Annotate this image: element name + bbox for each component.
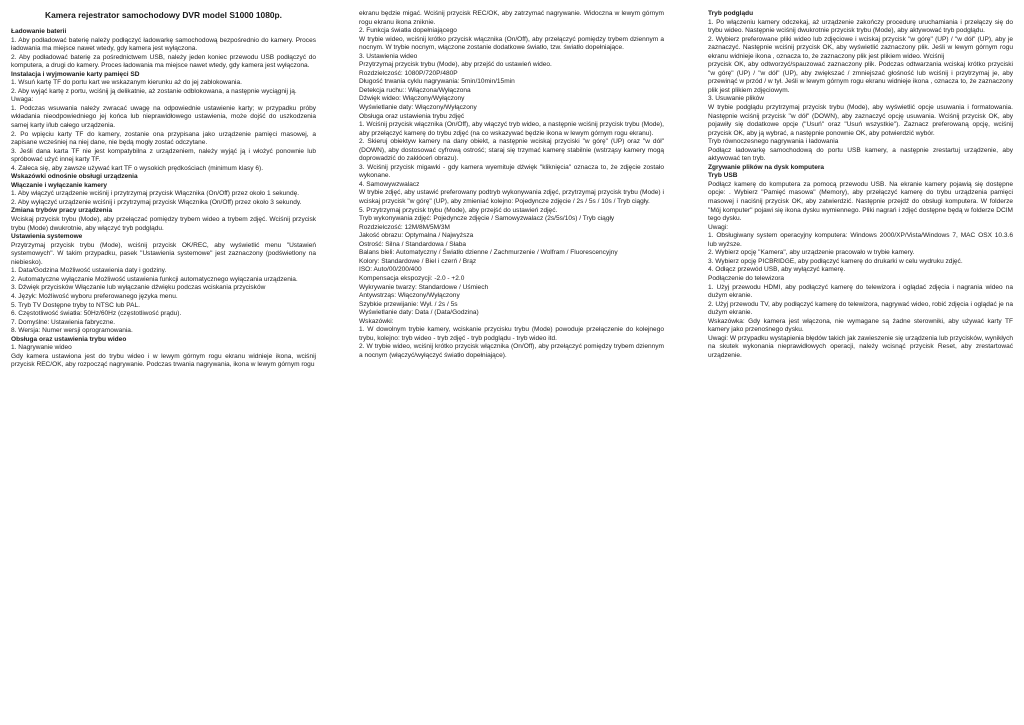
paragraph: 2. W trybie wideo, wciśnij krótko przycisk włącznika (On/Off), aby przełączyć pomiędzy trybem dziennym a nocnym (włączyć/wyłączyć światło dopełniające).: [359, 343, 664, 359]
paragraph: Jakość obrazu: Optymalna / Najwyższa: [359, 232, 474, 240]
paragraph: 2. Aby wyjąć kartę z portu, wciśnij ją delikatnie, aż zostanie odblokowana, a następnie wyciągnij ją.: [11, 87, 297, 95]
paragraph: 2. Automatyczne wyłączanie Możliwość ustawienia funkcji automatycznego wyłączania urządzenia.: [11, 275, 298, 283]
paragraph: 3. Jeśli dana karta TF nie jest kompatybilna z urządzeniem, należy wyjąć ją i włożyć ponownie lub spróbować użyć innej karty TF.: [11, 147, 316, 164]
paragraph: W trybie zdjęć, aby ustawić preferowany podtryb wykonywania zdjęć, przytrzymaj przycisk trybu (Mode) i wciskaj przycisk "w górę" (UP), aby zmieniać kolejno: Pojedyncze zdjęcie / 2s / 5s / 10s / Tryb ciągły.: [359, 189, 664, 206]
section-heading: Włączanie i wyłączanie kamery: [11, 181, 108, 189]
section-heading: Ładowanie baterii: [11, 28, 67, 35]
paragraph: 1. Data/Godzina Możliwość ustawienia daty i godziny.: [11, 267, 167, 275]
paragraph: 1. Wsuń kartę TF do portu kart we wskazanym kierunku aż do jej zablokowania.: [11, 79, 242, 87]
document-title: Kamera rejestrator samochodowy DVR model S1000 1080p.: [45, 10, 282, 20]
section-heading: Instalacja i wyjmowanie karty pamięci SD: [11, 70, 140, 78]
paragraph: Tryb równoczesnego nagrywania i ładowania: [708, 138, 839, 146]
paragraph: 6. Częstotliwość światła: 50Hz/60Hz (częstotliwość prądu).: [11, 310, 182, 318]
paragraph: Kolory: Standardowe / Biel i czerń / Brąz: [359, 257, 477, 265]
paragraph: 5. Przytrzymaj przycisk trybu (Mode), aby przejść do ustawień zdjęć.: [359, 206, 558, 214]
paragraph: Ostrość: Silna / Standardowa / Słaba: [359, 240, 466, 248]
paragraph: Przytrzymaj przycisk trybu (Mode), wciśnij przycisk OK/REC, aby wyświetlić menu "Ustawień systemowych". W takim przypadku, pasek "Ustawienia systemowe" jest zaznaczony (podświetlony na niebiesko).: [11, 241, 316, 266]
section-heading: Zmiana trybów pracy urządzenia: [11, 207, 113, 215]
paragraph: W trybie wideo, wciśnij krótko przycisk włącznika (On/Off), aby przełączyć pomiędzy trybem dziennym a nocnym. W trybie nocnym, włączone zostanie dodatkowe światło, tzw. światło dopełniające.: [359, 35, 664, 52]
paragraph: ekranu będzie migać. Wciśnij przycisk REC/OK, aby zatrzymać nagrywanie. Widoczna w lewym górnym rogu ekranu ikona zniknie.: [359, 10, 664, 26]
paragraph: 2. Aby podładować baterię za pośrednictwem USB, należy jeden koniec przewodu USB podłączyć do komputera, a drugi do kamery. Proces ładowania ma miejsce nawet wtedy, gdy kamera jest wyłączona.: [11, 53, 316, 70]
paragraph: Przytrzymaj przycisk trybu (Mode), aby przejść do ustawień wideo.: [359, 61, 552, 69]
paragraph: przycisk OK, aby odtworzyć/spauzować zaznaczony plik. Podczas odtwarzania wciskaj krótko przyciski "w górę" (UP) / "w dół" (UP), aby zwiększać / zmniejszać głośność lub wciśnij i przytrzymaj je, aby przewinąć w przód / w tył. Jeśli w lewym górnym rogu ekranu widnieje ikona , oznacza to, że zaznaczony plik jest plikiem zdjęciowym.: [708, 61, 1013, 94]
paragraph: Podłącz ładowarkę samochodową do portu USB kamery, a następnie zrestartuj urządzenie, aby aktywować ten tryb.: [708, 146, 1013, 163]
paragraph: Obsługa oraz ustawienia trybu zdjęć: [359, 112, 465, 120]
paragraph: Uwagi:: [708, 223, 729, 231]
paragraph: 1. Aby podładować baterię należy podłączyć ładowarkę samochodową bezpośrednio do kamery. Proces ładowania ma miejsce nawet wtedy, gdy kamera jest wyłączona.: [11, 36, 316, 53]
section-heading: Tryb podglądu: [708, 10, 754, 17]
paragraph: 2. Po wpięciu karty TF do kamery, zostanie ona przypisana jako urządzenie pamięci masowej, a zapisane wcześniej na niej dane, nie będą mogły zostać odczytane.: [11, 130, 316, 147]
paragraph: 3. Wybierz opcję PICBRIDGE, aby podłączyć kamerę do drukarki w celu wydruku zdjęć.: [708, 257, 963, 265]
paragraph: Wskazówka: Gdy kamera jest włączona, nie wymagane są żadne sterowniki, aby używać karty TF kamery jako przenośnego dysku.: [708, 317, 1013, 334]
section-heading: Wskazówki odnośnie obsługi urządzenia: [11, 173, 138, 181]
paragraph: 1. W dowolnym trybie kamery, wciskanie przycisku trybu (Mode) powoduje przełączenie do kolejnego trybu, kolejno: tryb wideo - tryb zdjęć - tryb podglądu - tryb wideo itd.: [359, 326, 664, 342]
paragraph: Dźwięk wideo: Włączony/Wyłączony: [359, 95, 465, 103]
paragraph: 2. Wybierz preferowane pliki wideo lub zdjęciowe i wciskaj przycisk "w górę" (UP) / "w dół" (UP), aby je zaznaczyć. Następnie wciśnij przycisk OK, aby wyświetlić zaznaczony plik. Jeśli w lewym górnym rogu ekranu widnieje ikona , oznacza to, że zaznaczony plik jest plikiem wideo. Wciśnij: [708, 35, 1013, 60]
paragraph: Długość trwania cyklu nagrywania: 5min/10min/15min: [359, 78, 515, 86]
paragraph: 2. Użyj przewodu TV, aby podłączyć kamerę do telewizora, nagrywać wideo, robić zdjęcia i oglądać je na dużym ekranie.: [708, 300, 1013, 317]
paragraph: 3. Usuwanie plików: [708, 95, 765, 103]
paragraph: 2. Skieruj obiektyw kamery na dany obiekt, a następnie wciskaj przyciski "w górę" (UP) oraz "w dół" (DOWN), aby dostosować cyfrową ostrość; staraj się trzymać kamerę stabilnie (wstrząsy kamery mogą doprowadzić do zakłóceń obrazu).: [359, 138, 664, 163]
paragraph: 2. Wybierz opcję "Kamera", aby urządzenie pracowało w trybie kamery.: [708, 249, 915, 257]
paragraph: Podłącz kamerę do komputera za pomocą przewodu USB. Na ekranie kamery pojawią się dostępne opcje: . Wybierz "Pamięć masowa" (Memory), aby przełączyć kamerę do trybu urządzenia pamięci masowej i naciśnij przycisk OK, aby zatwierdzić. Następnie przejdź do obsługi komputera. W folderze "Mój komputer" pojawi się ikona dysku wymiennego. Pliki nagrań i zdjęć dostępne będą w folderze DCIM tego dysku.: [708, 180, 1013, 223]
paragraph: Wciskaj przycisk trybu (Mode), aby przełączać pomiędzy trybem wideo a trybem zdjęć. Wciśnij przycisk trybu (Mode) dwukrotnie, aby włączyć tryb podglądu.: [11, 216, 316, 232]
paragraph: 3. Ustawienia wideo: [359, 52, 418, 60]
paragraph: ISO: Auto/00/200/400: [359, 266, 422, 274]
paragraph: Podłączenie do telewizora: [708, 274, 785, 282]
paragraph: 1. Użyj przewodu HDMI, aby podłączyć kamerę do telewizora i oglądać zdjęcia i nagrania wideo na dużym ekranie.: [708, 283, 1013, 300]
column-1: [11, 10, 316, 370]
paragraph: Wyświetlanie daty: Data / (Data/Godzina): [359, 309, 479, 317]
paragraph: Wykrywanie twarzy: Standardowe / Uśmiech: [359, 283, 489, 291]
paragraph: W trybie podglądu przytrzymaj przycisk trybu (Mode), aby wyświetlić opcje usuwania i formatowania. Następnie wciśnij przycisk "w dół" (DOWN), aby zaznaczyć opcję usuwania. Wciśnij przycisk OK, aby pojawiły się dodatkowe opcje ("Usuń" oraz "Usuń wszystkie"). Zaznacz preferowaną opcję, wciśnij przycisk OK, aby ją wybrać, a następnie ponownie OK, aby potwierdzić wybór.: [708, 104, 1013, 137]
column-2: [359, 10, 664, 360]
paragraph: 1. Wciśnij przycisk włącznika (On/Off), aby włączyć tryb wideo, a następnie wciśnij przycisk trybu (Mode), aby przełączyć kamerę do trybu zdjęć (na co wskazywać będzie ikona w lewym górnym rogu ekranu).: [359, 121, 664, 137]
paragraph: Rozdzielczość: 1080P/720P/480P: [359, 69, 458, 77]
paragraph: Kompensacja ekspozycji: -2.0 - +2.0: [359, 274, 465, 282]
paragraph: Rozdzielczość: 12M/8M/5M/3M: [359, 223, 450, 231]
section-heading: Tryb USB: [708, 172, 738, 180]
paragraph: 4. Odłącz przewód USB, aby wyłączyć kamerę.: [708, 266, 846, 274]
paragraph: 7. Domyślne: Ustawienia fabryczne.: [11, 318, 116, 326]
paragraph: 4. Zaleca się, aby zawsze używać kart TF o wysokich prędkościach (minimum klasy 6).: [11, 164, 264, 172]
paragraph: 1. Podczas wsuwania należy zwracać uwagę na odpowiednie ustawienie karty; w przypadku próby wkładania nieodpowiedniego jej końca lub nieprawidłowego ustawienia, może dojść do uszkodzenia samej karty i/lub całego urządzenia.: [11, 104, 316, 130]
paragraph: 1. Nagrywanie wideo: [11, 344, 72, 352]
paragraph: Uwaga:: [11, 96, 34, 104]
paragraph: Uwagi: W przypadku wystąpienia błędów takich jak zawieszenie się urządzenia lub przycisków, wynikłych na skutek wykonania nieprawidłowych operacji, należy wcisnąć przycisk Reset, aby zrestartować urządzenie.: [708, 334, 1013, 359]
paragraph: 5. Tryb TV Dostępne tryby to NTSC lub PAL.: [11, 301, 140, 309]
paragraph: 4. Samowywzwalacz: [359, 180, 420, 188]
paragraph: Detekcja ruchu:: Włączona/Wyłączona: [359, 86, 471, 94]
column-3: [708, 10, 1013, 360]
paragraph: 3. Wciśnij przycisk migawki - gdy kamera wyemituje dźwięk "kliknięcia" oznacza to, że zdjęcie zostało wykonane.: [359, 163, 664, 180]
section-heading: Zgrywanie plików na dysk komputera: [708, 163, 825, 171]
paragraph: 3. Dźwięk przycisków Włączanie lub wyłączanie dźwięku podczas wciskania przycisków: [11, 284, 266, 292]
paragraph: 1. Obsługiwany system operacyjny komputera: Windows 2000/XP/Vista/Windows 7, MAC OSX 10.3.6 lub wyższe.: [708, 232, 1013, 248]
paragraph: 2. Funkcja światła dopełniającego: [359, 27, 457, 35]
paragraph: 1. Aby włączyć urządzenie wciśnij i przytrzymaj przycisk Włącznika (On/Off) przez około 1 sekundę.: [11, 190, 300, 198]
section-heading: Ustawienia systemowe: [11, 233, 83, 241]
paragraph: Antywstrząs: Włączony/Wyłączony: [359, 292, 460, 300]
paragraph: 4. Język: Możliwość wyboru preferowanego języka menu.: [11, 292, 178, 300]
paragraph: 2. Aby wyłączyć urządzenie wciśnij i przytrzymaj przycisk Włącznika (On/Off) przez około 3 sekundy.: [11, 198, 302, 206]
paragraph: Tryb wykonywania zdjęć: Pojedyncze zdjęcie / Samowyzwalacz (2s/5s/10s) / Tryb ciągły: [359, 215, 615, 223]
paragraph: Wyświetlanie daty: Włączony/Wyłączony: [359, 104, 477, 112]
paragraph: Wskazówki:: [359, 317, 394, 325]
paragraph: Gdy kamera ustawiona jest do trybu wideo i w lewym górnym rogu ekranu widnieje ikona, wciśnij przycisk REC/OK, aby rozpocząć nagrywanie. Podczas trwania nagrywania, ikona w lewym górnym rogu: [11, 352, 316, 369]
paragraph: Balans bieli: Automatyczny / Światło dzienne / Zachmurzenie / Wolfram / Fluorescencyjny: [359, 249, 618, 257]
paragraph: 8. Wersja: Numer wersji oprogramowania.: [11, 327, 133, 335]
paragraph: Szybkie przewijanie: Wył. / 2s / 5s: [359, 300, 458, 308]
paragraph: 1. Po włączeniu kamery odczekaj, aż urządzenie zakończy procedurę uruchamiania i przełączy się do trybu wideo. Następnie wciśnij dwukrotnie przycisk trybu (Mode), aby aktywować tryb podglądu.: [708, 18, 1013, 35]
section-heading: Obsługa oraz ustawienia trybu wideo: [11, 335, 127, 343]
